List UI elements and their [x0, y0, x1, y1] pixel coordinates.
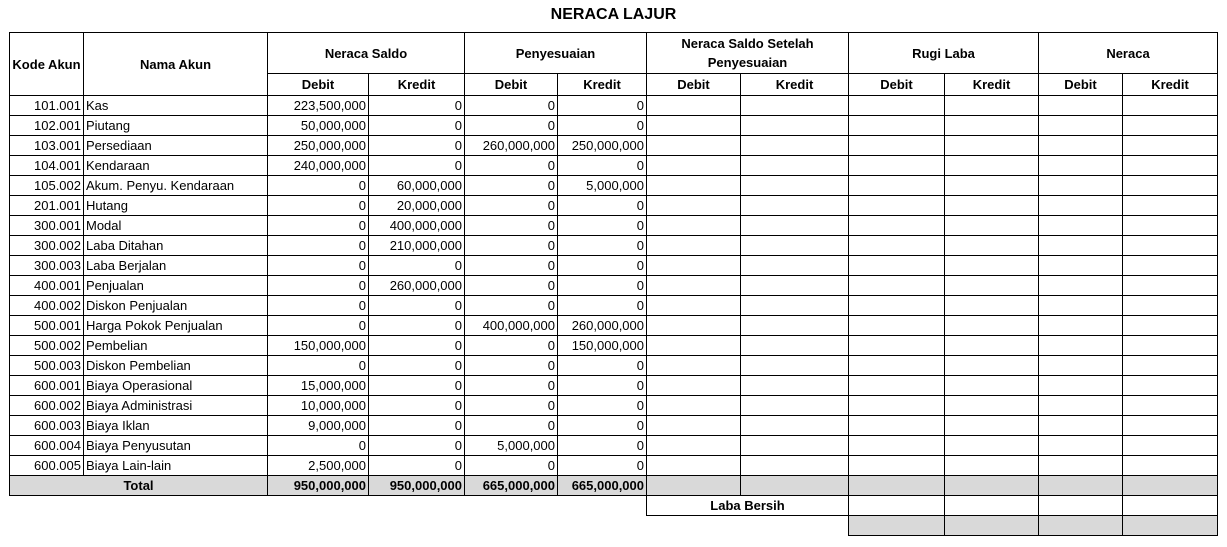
laba-bersih-label[interactable]: Laba Bersih: [647, 496, 849, 516]
cell-rl-kredit[interactable]: [945, 216, 1039, 236]
cell-rl-debit[interactable]: [849, 296, 945, 316]
cell-nsp-debit[interactable]: [647, 336, 741, 356]
cell-p-debit[interactable]: 0: [465, 296, 558, 316]
cell-nsp-debit[interactable]: [647, 136, 741, 156]
total-p-kredit[interactable]: 665,000,000: [558, 476, 647, 496]
cell-kode-akun[interactable]: 201.001: [10, 196, 84, 216]
cell-ns-kredit[interactable]: 0: [369, 156, 465, 176]
cell-p-kredit[interactable]: 0: [558, 156, 647, 176]
cell-ns-kredit[interactable]: 0: [369, 436, 465, 456]
cell-rl-kredit[interactable]: [945, 376, 1039, 396]
cell-nsp-kredit[interactable]: [741, 336, 849, 356]
table-row: [10, 196, 1218, 216]
header-nsp-line1: Neraca Saldo Setelah: [681, 36, 814, 51]
cell-p-kredit[interactable]: 0: [558, 376, 647, 396]
cell-rl-debit[interactable]: [849, 196, 945, 216]
cell-rl-debit[interactable]: [849, 276, 945, 296]
cell-ns-debit[interactable]: 0: [268, 176, 369, 196]
final-n-kredit[interactable]: [1123, 516, 1218, 536]
cell-rl-debit[interactable]: [849, 156, 945, 176]
cell-rl-debit[interactable]: [849, 416, 945, 436]
cell-ns-debit[interactable]: 0: [268, 316, 369, 336]
header-ns-debit[interactable]: Debit: [268, 74, 369, 96]
cell-n-kredit[interactable]: [1123, 116, 1218, 136]
total-p-debit[interactable]: 665,000,000: [465, 476, 558, 496]
cell-ns-debit[interactable]: 0: [268, 276, 369, 296]
table-row: [10, 316, 1218, 336]
table-row: [10, 276, 1218, 296]
header-nsp-line2: Penyesuaian: [707, 55, 788, 70]
cell-nama-akun[interactable]: Diskon Penjualan: [84, 296, 268, 316]
cell-p-debit[interactable]: 0: [465, 396, 558, 416]
cell-n-debit[interactable]: [1039, 156, 1123, 176]
cell-p-debit[interactable]: 400,000,000: [465, 316, 558, 336]
cell-n-debit[interactable]: [1039, 336, 1123, 356]
header-rl-kredit[interactable]: Kredit: [945, 74, 1039, 96]
cell-rl-debit[interactable]: [849, 456, 945, 476]
cell-p-kredit[interactable]: 0: [558, 196, 647, 216]
header-rl-debit[interactable]: Debit: [849, 74, 945, 96]
cell-ns-debit[interactable]: 50,000,000: [268, 116, 369, 136]
cell-rl-kredit[interactable]: [945, 316, 1039, 336]
cell-p-kredit[interactable]: 5,000,000: [558, 176, 647, 196]
cell-n-debit[interactable]: [1039, 416, 1123, 436]
cell-nsp-debit[interactable]: [647, 436, 741, 456]
cell-rl-kredit[interactable]: [945, 336, 1039, 356]
cell-p-kredit[interactable]: 0: [558, 356, 647, 376]
cell-n-kredit[interactable]: [1123, 96, 1218, 116]
cell-nsp-debit[interactable]: [647, 296, 741, 316]
cell-nsp-debit[interactable]: [647, 236, 741, 256]
cell-nsp-kredit[interactable]: [741, 96, 849, 116]
cell-n-kredit[interactable]: [1123, 436, 1218, 456]
cell-ns-kredit[interactable]: 0: [369, 296, 465, 316]
table-body: [10, 96, 1218, 476]
header-neraca[interactable]: Neraca: [1039, 33, 1218, 74]
cell-n-kredit[interactable]: [1123, 336, 1218, 356]
cell-n-kredit[interactable]: [1123, 176, 1218, 196]
cell-nsp-debit[interactable]: [647, 276, 741, 296]
cell-p-debit[interactable]: 0: [465, 376, 558, 396]
cell-rl-debit[interactable]: [849, 356, 945, 376]
cell-n-kredit[interactable]: [1123, 296, 1218, 316]
cell-p-debit[interactable]: 0: [465, 416, 558, 436]
cell-n-debit[interactable]: [1039, 356, 1123, 376]
cell-ns-kredit[interactable]: 400,000,000: [369, 216, 465, 236]
cell-n-debit[interactable]: [1039, 196, 1123, 216]
worksheet-table: [9, 32, 1218, 536]
table-row: [10, 116, 1218, 136]
cell-p-debit[interactable]: 0: [465, 456, 558, 476]
cell-rl-debit[interactable]: [849, 436, 945, 456]
cell-n-kredit[interactable]: [1123, 376, 1218, 396]
header-penyesuaian[interactable]: Penyesuaian: [465, 33, 647, 74]
cell-ns-debit[interactable]: 0: [268, 216, 369, 236]
table-row: [10, 376, 1218, 396]
header-p-debit[interactable]: Debit: [465, 74, 558, 96]
cell-nsp-debit[interactable]: [647, 96, 741, 116]
cell-n-kredit[interactable]: [1123, 136, 1218, 156]
cell-n-kredit[interactable]: [1123, 456, 1218, 476]
cell-kode-akun[interactable]: 500.003: [10, 356, 84, 376]
cell-nsp-debit[interactable]: [647, 196, 741, 216]
final-n-debit[interactable]: [1039, 516, 1123, 536]
cell-ns-debit[interactable]: 2,500,000: [268, 456, 369, 476]
header-neraca-saldo-setelah-penyesuaian[interactable]: [647, 33, 849, 74]
cell-kode-akun[interactable]: 101.001: [10, 96, 84, 116]
cell-nsp-kredit[interactable]: [741, 276, 849, 296]
cell-p-debit[interactable]: 0: [465, 236, 558, 256]
cell-nsp-debit[interactable]: [647, 316, 741, 336]
cell-p-debit[interactable]: 0: [465, 256, 558, 276]
cell-n-kredit[interactable]: [1123, 276, 1218, 296]
cell-ns-kredit[interactable]: 20,000,000: [369, 196, 465, 216]
cell-ns-kredit[interactable]: 0: [369, 396, 465, 416]
cell-rl-debit[interactable]: [849, 376, 945, 396]
cell-rl-debit[interactable]: [849, 116, 945, 136]
cell-n-kredit[interactable]: [1123, 236, 1218, 256]
cell-kode-akun[interactable]: 102.001: [10, 116, 84, 136]
cell-n-kredit[interactable]: [1123, 196, 1218, 216]
cell-rl-kredit[interactable]: [945, 196, 1039, 216]
cell-ns-kredit[interactable]: 0: [369, 116, 465, 136]
cell-nsp-kredit[interactable]: [741, 376, 849, 396]
total-row: [10, 476, 1218, 496]
cell-nsp-debit[interactable]: [647, 416, 741, 436]
cell-rl-kredit[interactable]: [945, 416, 1039, 436]
cell-rl-debit[interactable]: [849, 96, 945, 116]
cell-nsp-kredit[interactable]: [741, 256, 849, 276]
cell-nama-akun[interactable]: Harga Pokok Penjualan: [84, 316, 268, 336]
laba-bersih-n-kredit[interactable]: [1123, 496, 1218, 516]
cell-ns-kredit[interactable]: 0: [369, 456, 465, 476]
cell-n-debit[interactable]: [1039, 176, 1123, 196]
cell-ns-debit[interactable]: 0: [268, 236, 369, 256]
cell-nsp-kredit[interactable]: [741, 136, 849, 156]
table-row: [10, 96, 1218, 116]
cell-rl-debit[interactable]: [849, 216, 945, 236]
cell-nama-akun[interactable]: Hutang: [84, 196, 268, 216]
header-n-kredit[interactable]: Kredit: [1123, 74, 1218, 96]
total-rl-kredit[interactable]: [945, 476, 1039, 496]
cell-p-debit[interactable]: 0: [465, 156, 558, 176]
cell-rl-debit[interactable]: [849, 316, 945, 336]
cell-p-debit[interactable]: 0: [465, 216, 558, 236]
spacer-cell: [10, 496, 647, 516]
cell-kode-akun[interactable]: 600.004: [10, 436, 84, 456]
cell-n-debit[interactable]: [1039, 116, 1123, 136]
cell-rl-kredit[interactable]: [945, 356, 1039, 376]
cell-nsp-kredit[interactable]: [741, 296, 849, 316]
total-n-kredit[interactable]: [1123, 476, 1218, 496]
cell-nsp-debit[interactable]: [647, 116, 741, 136]
header-nsp-kredit[interactable]: Kredit: [741, 74, 849, 96]
table-row: [10, 356, 1218, 376]
cell-ns-debit[interactable]: 223,500,000: [268, 96, 369, 116]
table-row: [10, 416, 1218, 436]
cell-p-kredit[interactable]: 0: [558, 296, 647, 316]
total-nsp-debit[interactable]: [647, 476, 741, 496]
cell-p-kredit[interactable]: 250,000,000: [558, 136, 647, 156]
cell-p-kredit[interactable]: 0: [558, 236, 647, 256]
final-rl-kredit[interactable]: [945, 516, 1039, 536]
cell-nama-akun[interactable]: Laba Berjalan: [84, 256, 268, 276]
cell-n-debit[interactable]: [1039, 456, 1123, 476]
cell-kode-akun[interactable]: 600.002: [10, 396, 84, 416]
laba-bersih-n-debit[interactable]: [1039, 496, 1123, 516]
cell-n-kredit[interactable]: [1123, 416, 1218, 436]
table-row: [10, 336, 1218, 356]
cell-p-kredit[interactable]: 0: [558, 456, 647, 476]
cell-ns-debit[interactable]: 9,000,000: [268, 416, 369, 436]
header-kode-akun[interactable]: Kode Akun: [10, 33, 84, 96]
cell-nsp-kredit[interactable]: [741, 416, 849, 436]
header-ns-kredit[interactable]: Kredit: [369, 74, 465, 96]
cell-ns-debit[interactable]: 0: [268, 436, 369, 456]
cell-nsp-kredit[interactable]: [741, 116, 849, 136]
cell-p-kredit[interactable]: 0: [558, 436, 647, 456]
cell-kode-akun[interactable]: 400.001: [10, 276, 84, 296]
cell-ns-kredit[interactable]: 0: [369, 316, 465, 336]
cell-rl-debit[interactable]: [849, 336, 945, 356]
cell-rl-kredit[interactable]: [945, 396, 1039, 416]
cell-ns-kredit[interactable]: 0: [369, 356, 465, 376]
cell-p-debit[interactable]: 0: [465, 96, 558, 116]
cell-nama-akun[interactable]: Pembelian: [84, 336, 268, 356]
cell-nsp-kredit[interactable]: [741, 436, 849, 456]
cell-nama-akun[interactable]: Piutang: [84, 116, 268, 136]
cell-nsp-kredit[interactable]: [741, 196, 849, 216]
table-row: [10, 236, 1218, 256]
cell-n-kredit[interactable]: [1123, 216, 1218, 236]
cell-ns-kredit[interactable]: 0: [369, 96, 465, 116]
cell-ns-debit[interactable]: 0: [268, 356, 369, 376]
cell-nsp-kredit[interactable]: [741, 156, 849, 176]
cell-nsp-debit[interactable]: [647, 396, 741, 416]
cell-nsp-debit[interactable]: [647, 356, 741, 376]
cell-p-debit[interactable]: 0: [465, 116, 558, 136]
cell-n-kredit[interactable]: [1123, 316, 1218, 336]
cell-nama-akun[interactable]: Biaya Administrasi: [84, 396, 268, 416]
cell-rl-kredit[interactable]: [945, 236, 1039, 256]
total-ns-kredit[interactable]: 950,000,000: [369, 476, 465, 496]
cell-kode-akun[interactable]: 300.001: [10, 216, 84, 236]
cell-n-kredit[interactable]: [1123, 356, 1218, 376]
cell-p-kredit[interactable]: 0: [558, 116, 647, 136]
cell-n-debit[interactable]: [1039, 96, 1123, 116]
cell-ns-kredit[interactable]: 0: [369, 416, 465, 436]
cell-nsp-kredit[interactable]: [741, 456, 849, 476]
cell-nsp-debit[interactable]: [647, 156, 741, 176]
cell-nama-akun[interactable]: Modal: [84, 216, 268, 236]
cell-rl-kredit[interactable]: [945, 436, 1039, 456]
cell-n-debit[interactable]: [1039, 396, 1123, 416]
header-row-groups: [10, 33, 1218, 74]
final-rl-debit[interactable]: [849, 516, 945, 536]
cell-kode-akun[interactable]: 400.002: [10, 296, 84, 316]
cell-rl-debit[interactable]: [849, 396, 945, 416]
cell-rl-kredit[interactable]: [945, 256, 1039, 276]
cell-nsp-debit[interactable]: [647, 176, 741, 196]
cell-p-kredit[interactable]: 0: [558, 256, 647, 276]
cell-p-debit[interactable]: 0: [465, 356, 558, 376]
cell-nama-akun[interactable]: Diskon Pembelian: [84, 356, 268, 376]
cell-ns-kredit[interactable]: 60,000,000: [369, 176, 465, 196]
cell-ns-debit[interactable]: 15,000,000: [268, 376, 369, 396]
header-n-debit[interactable]: Debit: [1039, 74, 1123, 96]
cell-n-debit[interactable]: [1039, 136, 1123, 156]
cell-rl-kredit[interactable]: [945, 176, 1039, 196]
cell-nsp-debit[interactable]: [647, 376, 741, 396]
cell-kode-akun[interactable]: 600.003: [10, 416, 84, 436]
cell-nsp-kredit[interactable]: [741, 396, 849, 416]
cell-ns-kredit[interactable]: 0: [369, 376, 465, 396]
cell-rl-kredit[interactable]: [945, 276, 1039, 296]
header-p-kredit[interactable]: Kredit: [558, 74, 647, 96]
cell-rl-kredit[interactable]: [945, 136, 1039, 156]
cell-ns-kredit[interactable]: 0: [369, 256, 465, 276]
header-nama-akun[interactable]: Nama Akun: [84, 33, 268, 96]
page-title: NERACA LAJUR: [550, 6, 677, 23]
cell-nama-akun[interactable]: Kendaraan: [84, 156, 268, 176]
cell-rl-kredit[interactable]: [945, 116, 1039, 136]
cell-p-debit[interactable]: 0: [465, 176, 558, 196]
cell-kode-akun[interactable]: 300.002: [10, 236, 84, 256]
cell-kode-akun[interactable]: 500.001: [10, 316, 84, 336]
cell-n-debit[interactable]: [1039, 316, 1123, 336]
cell-n-debit[interactable]: [1039, 276, 1123, 296]
cell-nama-akun[interactable]: Laba Ditahan: [84, 236, 268, 256]
cell-nsp-kredit[interactable]: [741, 236, 849, 256]
cell-ns-kredit[interactable]: 0: [369, 136, 465, 156]
cell-nsp-debit[interactable]: [647, 216, 741, 236]
header-rugi-laba[interactable]: Rugi Laba: [849, 33, 1039, 74]
cell-nama-akun[interactable]: Biaya Operasional: [84, 376, 268, 396]
spacer-cell: [10, 516, 849, 536]
cell-p-kredit[interactable]: 0: [558, 96, 647, 116]
table-row: [10, 216, 1218, 236]
table-row: [10, 456, 1218, 476]
table-row: [10, 176, 1218, 196]
header-nsp-debit[interactable]: Debit: [647, 74, 741, 96]
cell-rl-debit[interactable]: [849, 236, 945, 256]
cell-n-debit[interactable]: [1039, 296, 1123, 316]
cell-rl-debit[interactable]: [849, 256, 945, 276]
laba-bersih-row: [10, 496, 1218, 516]
cell-ns-debit[interactable]: 0: [268, 296, 369, 316]
cell-n-debit[interactable]: [1039, 256, 1123, 276]
cell-nsp-kredit[interactable]: [741, 316, 849, 336]
table-row: [10, 396, 1218, 416]
cell-nama-akun[interactable]: Persediaan: [84, 136, 268, 156]
cell-ns-debit[interactable]: 0: [268, 196, 369, 216]
cell-rl-kredit[interactable]: [945, 96, 1039, 116]
total-ns-debit[interactable]: 950,000,000: [268, 476, 369, 496]
laba-bersih-rl-kredit[interactable]: [945, 496, 1039, 516]
cell-kode-akun[interactable]: 105.002: [10, 176, 84, 196]
table-row: [10, 436, 1218, 456]
cell-nama-akun[interactable]: Akum. Penyu. Kendaraan: [84, 176, 268, 196]
cell-ns-debit[interactable]: 240,000,000: [268, 156, 369, 176]
cell-ns-kredit[interactable]: 210,000,000: [369, 236, 465, 256]
cell-p-kredit[interactable]: 0: [558, 416, 647, 436]
cell-nama-akun[interactable]: Penjualan: [84, 276, 268, 296]
cell-kode-akun[interactable]: 600.001: [10, 376, 84, 396]
cell-rl-kredit[interactable]: [945, 156, 1039, 176]
cell-nama-akun[interactable]: Biaya Penyusutan: [84, 436, 268, 456]
cell-ns-debit[interactable]: 0: [268, 256, 369, 276]
cell-nama-akun[interactable]: Kas: [84, 96, 268, 116]
cell-n-debit[interactable]: [1039, 436, 1123, 456]
cell-n-debit[interactable]: [1039, 376, 1123, 396]
cell-n-debit[interactable]: [1039, 236, 1123, 256]
cell-kode-akun[interactable]: 500.002: [10, 336, 84, 356]
cell-p-debit[interactable]: 0: [465, 196, 558, 216]
cell-nsp-kredit[interactable]: [741, 176, 849, 196]
cell-p-debit[interactable]: 0: [465, 276, 558, 296]
cell-rl-kredit[interactable]: [945, 456, 1039, 476]
cell-ns-debit[interactable]: 250,000,000: [268, 136, 369, 156]
total-rl-debit[interactable]: [849, 476, 945, 496]
cell-kode-akun[interactable]: 600.005: [10, 456, 84, 476]
cell-p-kredit[interactable]: 260,000,000: [558, 316, 647, 336]
cell-p-debit[interactable]: 5,000,000: [465, 436, 558, 456]
cell-n-kredit[interactable]: [1123, 156, 1218, 176]
table-row: [10, 296, 1218, 316]
table-row: [10, 136, 1218, 156]
cell-p-kredit[interactable]: 150,000,000: [558, 336, 647, 356]
total-nsp-kredit[interactable]: [741, 476, 849, 496]
cell-p-debit[interactable]: 260,000,000: [465, 136, 558, 156]
final-total-row: [10, 516, 1218, 536]
cell-ns-kredit[interactable]: 260,000,000: [369, 276, 465, 296]
cell-rl-kredit[interactable]: [945, 296, 1039, 316]
cell-kode-akun[interactable]: 104.001: [10, 156, 84, 176]
cell-p-debit[interactable]: 0: [465, 336, 558, 356]
header-neraca-saldo[interactable]: Neraca Saldo: [268, 33, 465, 74]
cell-rl-debit[interactable]: [849, 176, 945, 196]
cell-ns-debit[interactable]: 10,000,000: [268, 396, 369, 416]
cell-nsp-kredit[interactable]: [741, 356, 849, 376]
cell-nsp-debit[interactable]: [647, 256, 741, 276]
table-row: [10, 156, 1218, 176]
cell-nama-akun[interactable]: Biaya Iklan: [84, 416, 268, 436]
cell-n-kredit[interactable]: [1123, 396, 1218, 416]
cell-nsp-kredit[interactable]: [741, 216, 849, 236]
cell-ns-kredit[interactable]: 0: [369, 336, 465, 356]
cell-n-kredit[interactable]: [1123, 256, 1218, 276]
cell-p-kredit[interactable]: 0: [558, 396, 647, 416]
cell-nama-akun[interactable]: Biaya Lain-lain: [84, 456, 268, 476]
cell-n-debit[interactable]: [1039, 216, 1123, 236]
cell-kode-akun[interactable]: 300.003: [10, 256, 84, 276]
cell-ns-debit[interactable]: 150,000,000: [268, 336, 369, 356]
table-row: [10, 256, 1218, 276]
total-n-debit[interactable]: [1039, 476, 1123, 496]
cell-kode-akun[interactable]: 103.001: [10, 136, 84, 156]
total-label[interactable]: Total: [10, 476, 268, 496]
cell-nsp-debit[interactable]: [647, 456, 741, 476]
cell-p-kredit[interactable]: 0: [558, 216, 647, 236]
cell-rl-debit[interactable]: [849, 136, 945, 156]
laba-bersih-rl-debit[interactable]: [849, 496, 945, 516]
cell-p-kredit[interactable]: 0: [558, 276, 647, 296]
